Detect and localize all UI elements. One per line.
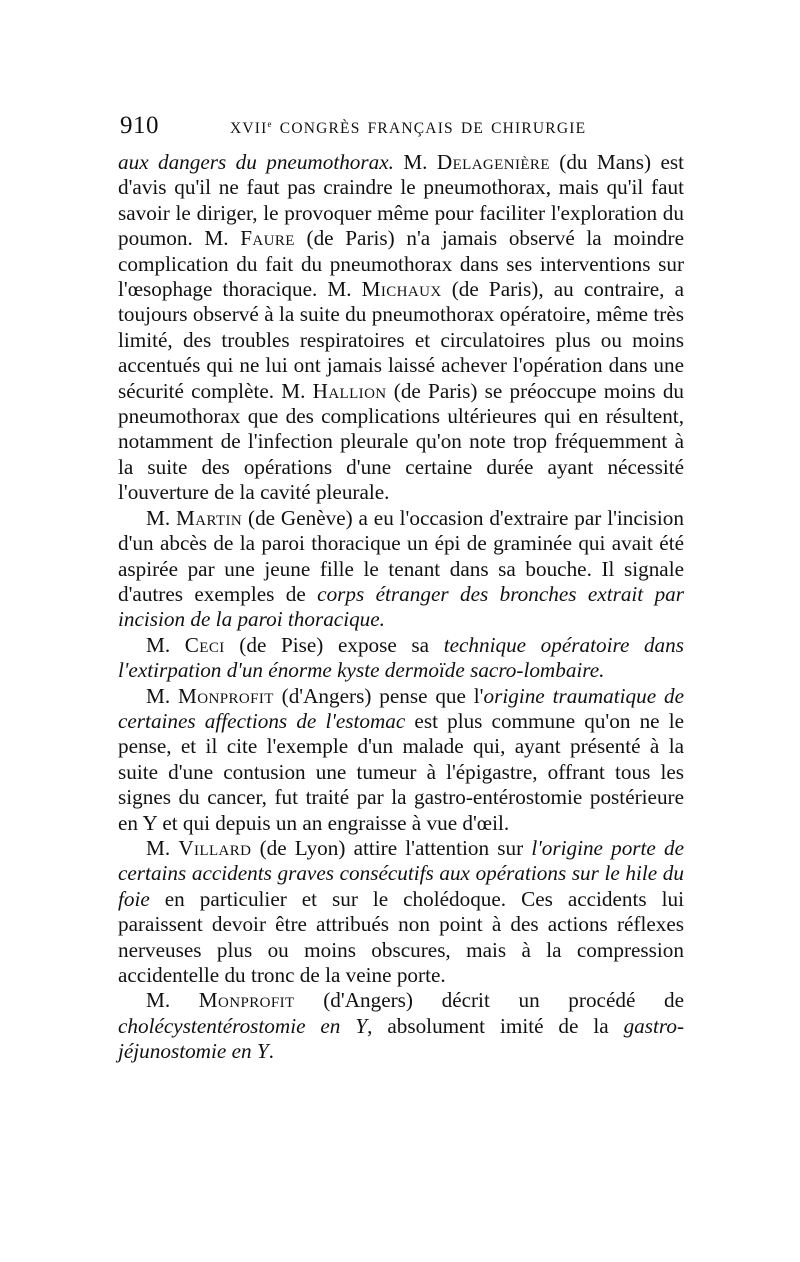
text-run: M. xyxy=(146,988,199,1013)
paragraph-martin xyxy=(118,506,684,633)
author-name: Monprofit xyxy=(198,988,295,1013)
paragraph-monprofit-2 xyxy=(118,988,684,1064)
italic-phrase: aux dangers du pneumothorax. xyxy=(118,150,394,174)
paragraph-pneumothorax xyxy=(118,150,684,506)
text-run: en particulier et sur le cholédoque. Ces accidents lui paraissent devoir être attribués non point à des actions réflexes nerveuses plus ou moins obscures, mais à la compression accidentelle du tronc de la veine porte. xyxy=(118,886,684,987)
running-title-prefix: XVII xyxy=(230,120,268,138)
text-run: (de Paris), au contraire, a toujours observé à la suite du pneumothorax opératoire, même très limité, des troubles respiratoires et circulatoires plus ou moins accentués qui ne lui ont jamais laissé achever l'opération dans une sécurité complète. M. xyxy=(118,277,684,403)
text-run: M. xyxy=(146,505,176,530)
running-title xyxy=(230,119,586,138)
text-run: M. xyxy=(393,150,437,174)
text-run: (du Mans) est d'avis qu'il ne faut pas craindre le pneumothorax, mais qu'il faut savoir le diriger, le provoquer même pour faciliter l'exploration du poumon. M. xyxy=(118,150,684,251)
text-run: (d'Angers) pense que l' xyxy=(273,683,484,708)
author-name: Villard xyxy=(178,835,252,860)
text-run: M. xyxy=(146,683,178,708)
text-run: M. xyxy=(146,632,185,657)
italic-phrase: l'origine porte de certains accidents graves consécutifs aux opérations sur le hile du foie xyxy=(118,835,685,911)
running-title-rest: CONGRÈS FRANÇAIS DE CHIRURGIE xyxy=(272,120,587,138)
text-run: M. xyxy=(146,835,179,860)
page-number: 910 xyxy=(120,112,159,139)
text-run: , absolument imité de la xyxy=(367,1013,624,1038)
author-name: Ceci xyxy=(184,632,225,657)
italic-phrase: corps étranger des bronches extrait par incision de la paroi thoracique. xyxy=(118,581,685,632)
text-run: (d'Angers) décrit un procédé de xyxy=(294,988,685,1013)
text-run: (de Lyon) attire l'attention sur xyxy=(251,835,532,860)
italic-phrase: cholécystentérostomie en Y xyxy=(118,1013,368,1038)
text-run: . xyxy=(268,1039,274,1064)
italic-phrase: gastro-jéjunostomie en Y xyxy=(118,1013,685,1064)
author-name: Michaux xyxy=(361,277,442,302)
text-run: est plus commune qu'on ne le pense, et il cite l'exemple d'un malade qui, ayant présenté à la suite d'une contusion une tumeur à l'épigastre, offrant tous les signes du cancer, fut traité par la gastro-entérostomie postérieure en Y et qui depuis un an engraisse à vue d'œil. xyxy=(118,708,684,835)
italic-phrase: origine traumatique de certaines affections de l'estomac xyxy=(118,683,684,733)
author-name: Martin xyxy=(176,505,243,530)
italic-phrase: technique opératoire dans l'extirpation d'un énorme kyste dermoïde sacro-lombaire. xyxy=(118,632,684,683)
running-head xyxy=(120,112,680,144)
author-name: Monprofit xyxy=(178,683,274,708)
author-name: Faure xyxy=(240,226,295,251)
text-run: (de Paris) n'a jamais observé la moindre complication du fait du pneumothorax dans ses interventions sur l'œsophage thoracique. M. xyxy=(118,226,684,302)
text-run: (de Paris) se préoccupe moins du pneumothorax que des complications ultérieures qui en résultent, notamment de l'infection pleurale qu'on note trop fréquemment à la suite des opérations d'une certaine durée ayant nécessité l'ouverture de la cavité pleurale. xyxy=(118,378,685,505)
author-name: Delagenière xyxy=(436,150,550,174)
running-title-sup: e xyxy=(267,119,273,129)
author-name: Hallion xyxy=(312,378,387,403)
paragraph-ceci xyxy=(118,633,684,684)
paragraph-monprofit-1 xyxy=(118,684,684,836)
text-run: (de Pise) expose sa xyxy=(224,632,444,657)
paragraph-villard xyxy=(118,836,684,988)
body-text xyxy=(118,150,684,1065)
text-run: (de Genève) a eu l'occasion d'extraire par l'incision d'un abcès de la paroi thoracique un épi de graminée qui avait été aspirée par une jeune fille le tenant dans sa bouche. Il signale d'autres exemples de xyxy=(118,505,684,606)
